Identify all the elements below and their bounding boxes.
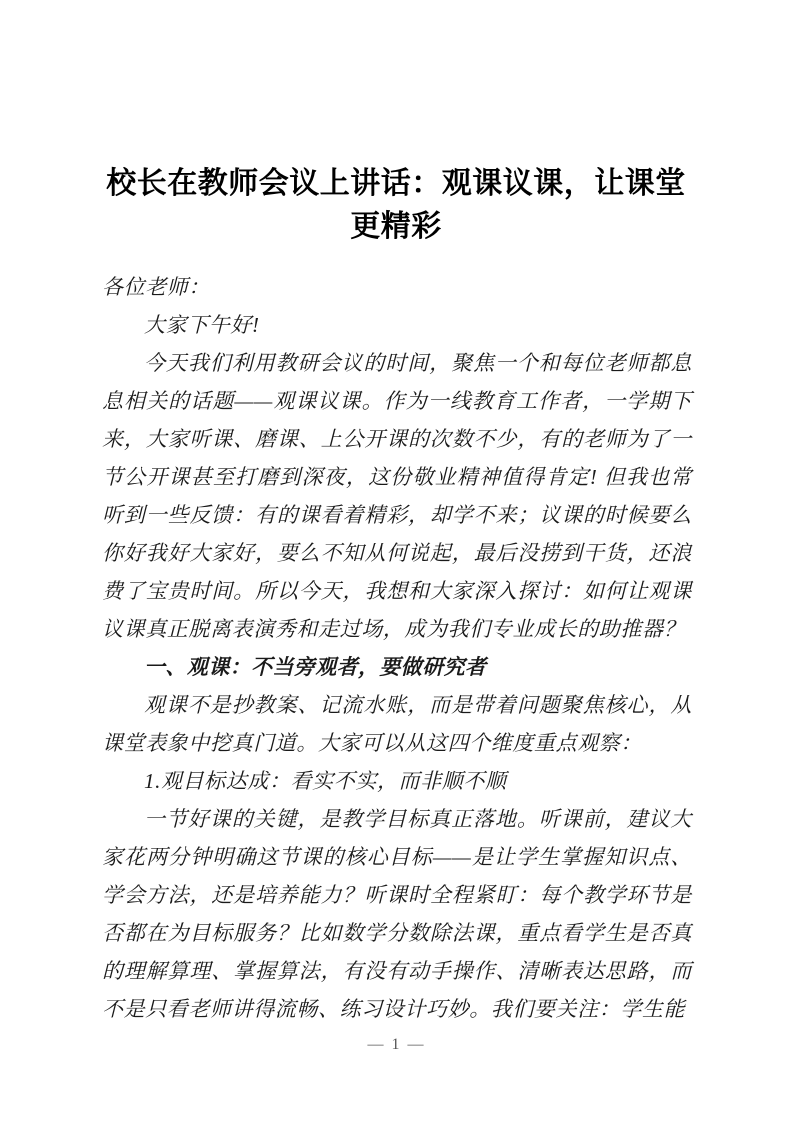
paragraph-section-one-intro: 观课不是抄教案、记流水账，而是带着问题聚焦核心，从课堂表象中挖真门道。大家可以从这四个维度重点观察： bbox=[102, 693, 692, 755]
sub-heading-point-one: 1.观目标达成：看实不实，而非顺不顺 bbox=[144, 769, 507, 793]
document-body bbox=[102, 268, 692, 1028]
paragraph-salutation: 各位老师： bbox=[102, 275, 210, 299]
paragraph-opening: 今天我们利用教研会议的时间，聚焦一个和每位老师都息息相关的话题——观课议课。作为一线教育工作者，一学期下来，大家听课、磨课、上公开课的次数不少，有的老师为了一节公开课甚至打磨到深夜，这份敬业精神值得肯定! 但我也常听到一些反馈：有的课看着精彩，却学不来；议课的时候要么你好我好大家好，要么不知从何说起，最后没捞到干货，还浪费了宝贵时间。所以今天，我想和大家深入探讨：如何让观课议课真正脱离表演秀和走过场，成为我们专业成长的助推器？ bbox=[102, 351, 692, 641]
paragraph-greeting: 大家下午好! bbox=[144, 313, 260, 337]
page-title: 校长在教师会议上讲话：观课议课，让课堂更精彩 bbox=[106, 166, 686, 245]
paragraph-point-one-body: 一节好课的关键，是教学目标真正落地。听课前，建议大家花两分钟明确这节课的核心目标——是让学生掌握知识点、学会方法，还是培养能力？听课时全程紧盯：每个教学环节是否都在为目标服务？比如数学分数除法课，重点看学生是否真的理解算理、掌握算法，有没有动手操作、清晰表达思路，而不是只看老师讲得流畅、练习设计巧妙。我们要关注：学生能 bbox=[102, 807, 692, 1021]
page-number-footer: — 1 — bbox=[367, 1036, 426, 1053]
section-heading-one: 一、观课：不当旁观者，要做研究者 bbox=[144, 655, 487, 679]
